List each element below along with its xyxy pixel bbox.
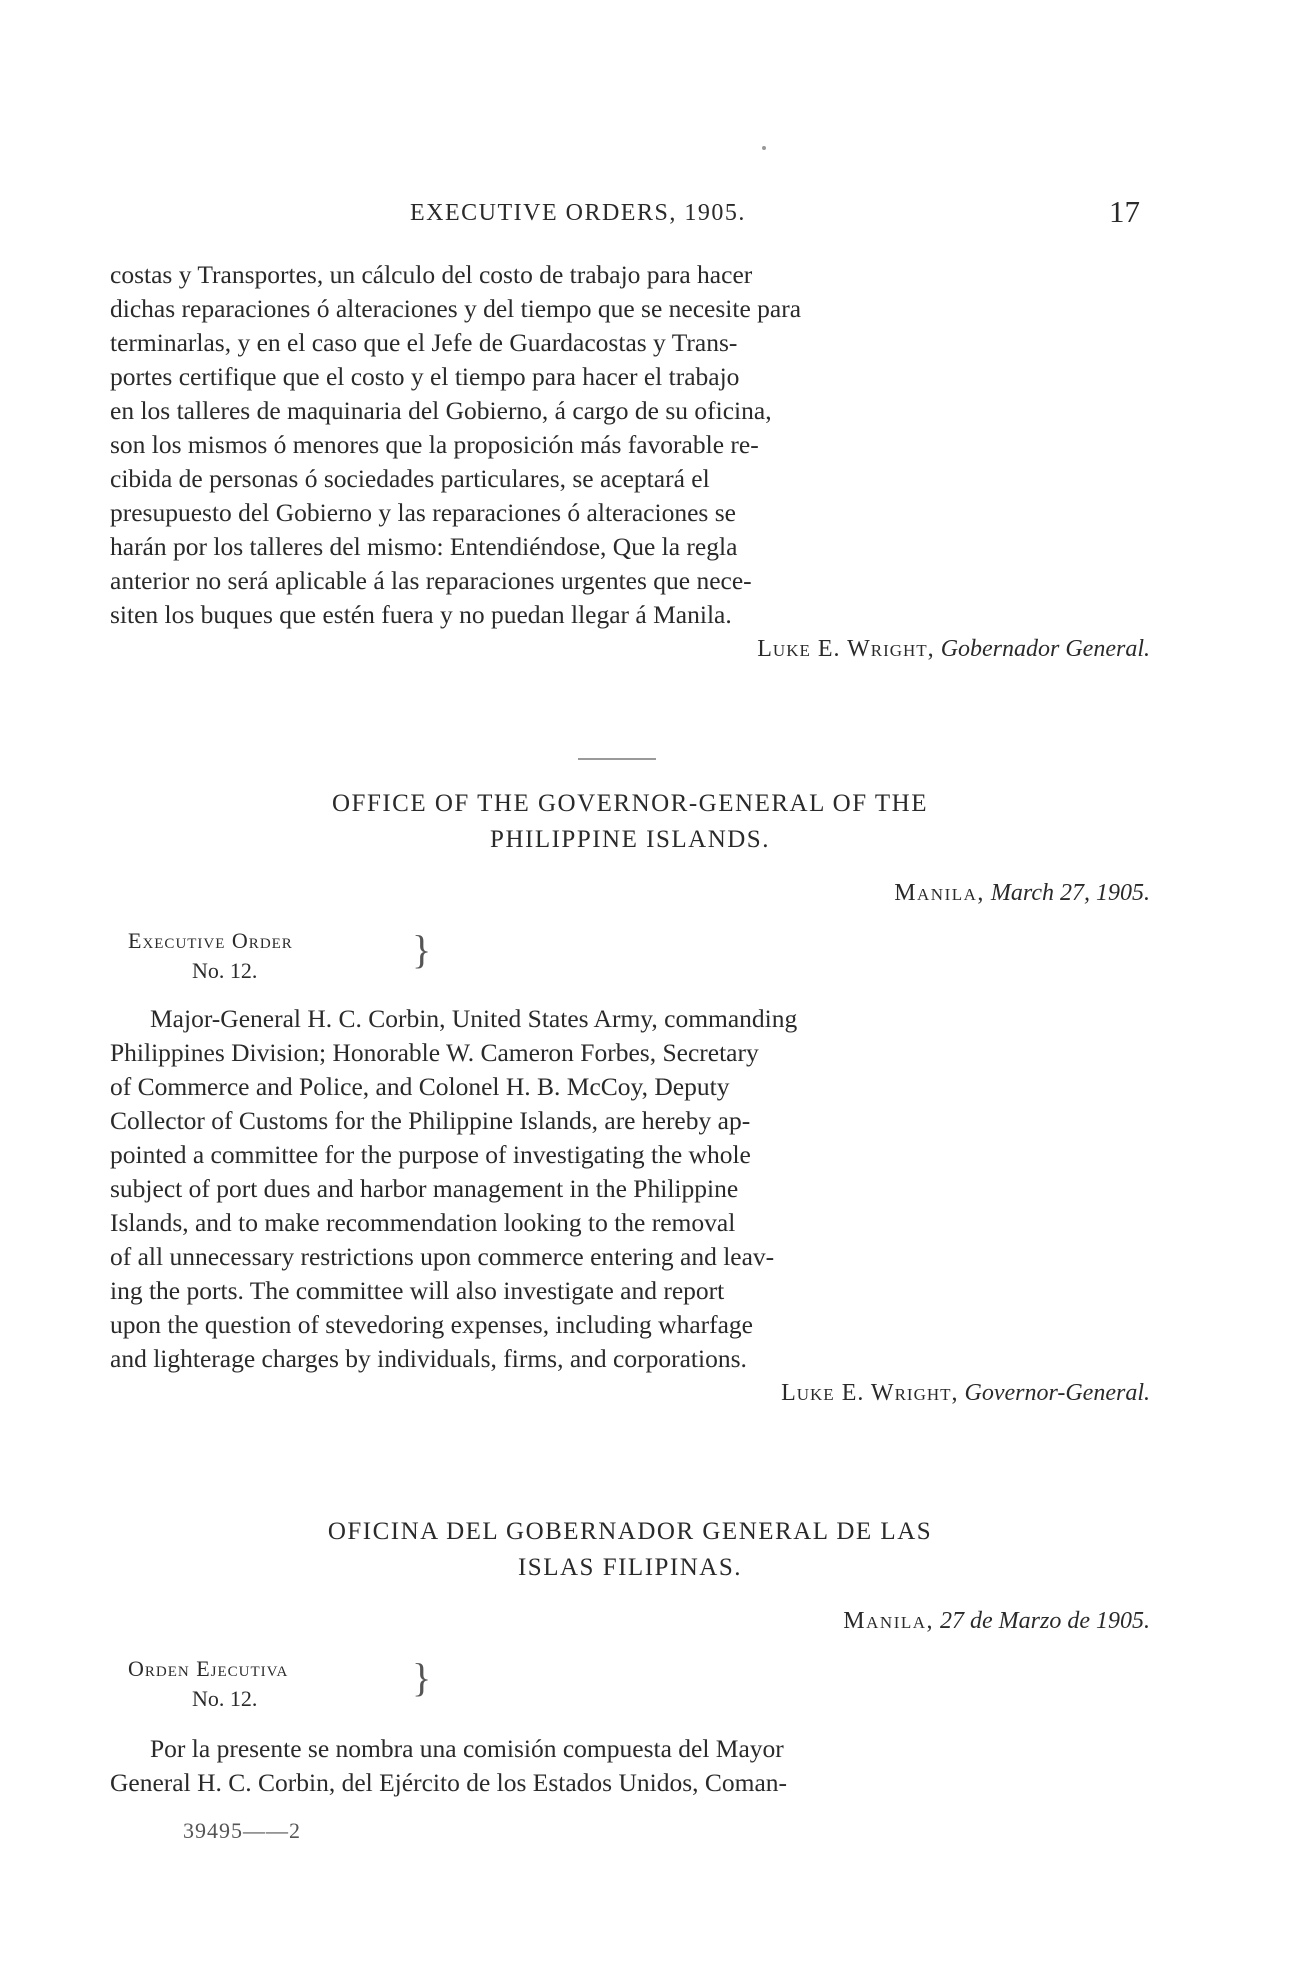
text-line: son los mismos ó menores que la proposición más favorable re- <box>110 430 759 459</box>
page-header <box>110 194 1140 240</box>
heading-line: ISLAS FILIPINAS. <box>517 1554 743 1581</box>
text-line: cibida de personas ó sociedades particulares, se aceptará el <box>110 464 710 493</box>
text-line: subject of port dues and harbor management in the Philippine <box>110 1174 739 1203</box>
place-date-spanish <box>110 1608 1150 1635</box>
order-label-spanish <box>128 1656 288 1712</box>
office-heading-spanish <box>110 1514 1150 1586</box>
order-number: No. 12. <box>192 1686 258 1711</box>
text-line: harán por los talleres del mismo: Entendiéndose, Que la regla <box>110 532 738 561</box>
text-line: Islands, and to make recommendation looking to the removal <box>110 1208 736 1237</box>
text-line: terminarlas, y en el caso que el Jefe de Guardacostas y Trans- <box>110 328 738 357</box>
office-heading-english <box>110 786 1150 858</box>
heading-line: OFFICE OF THE GOVERNOR-GENERAL OF THE <box>331 790 929 817</box>
running-title: EXECUTIVE ORDERS, 1905. <box>410 200 746 226</box>
text-line: General H. C. Corbin, del Ejército de los Estados Unidos, Coman- <box>110 1768 788 1797</box>
text-line: and lighterage charges by individuals, firms, and corporations. <box>110 1344 747 1373</box>
text-line: upon the question of stevedoring expenses, including wharfage <box>110 1310 754 1339</box>
signature <box>110 1380 1150 1407</box>
heading-line: OFICINA DEL GOBERNADOR GENERAL DE LAS <box>327 1518 933 1545</box>
signature-title: Gobernador General. <box>940 636 1150 662</box>
order-number: No. 12. <box>192 958 258 983</box>
text-line: siten los buques que estén fuera y no puedan llegar á Manila. <box>110 600 732 629</box>
text-line: presupuesto del Gobierno y las reparaciones ó alteraciones se <box>110 498 736 527</box>
page-number: 17 <box>1109 194 1140 229</box>
signature-title: Governor-General. <box>964 1380 1150 1406</box>
signature-name: Luke E. Wright, <box>781 1380 959 1406</box>
order-label-title: Executive Order <box>128 928 293 953</box>
place: Manila, <box>843 1608 935 1634</box>
text-line: pointed a committee for the purpose of investigating the whole <box>110 1140 751 1169</box>
brace-mark: } <box>412 1655 432 1700</box>
spanish-continued-paragraph <box>110 258 1150 663</box>
order-label-title: Orden Ejecutiva <box>128 1656 289 1681</box>
signature-name: Luke E. Wright, <box>757 636 935 662</box>
signature <box>110 636 1150 663</box>
print-code: 39495——2 <box>183 1818 301 1843</box>
spanish-order-paragraph <box>110 1732 1150 1800</box>
text-line: of Commerce and Police, and Colonel H. B. McCoy, Deputy <box>110 1072 730 1101</box>
place: Manila, <box>894 880 985 906</box>
order-label-english <box>128 928 293 984</box>
date: March 27, 1905. <box>990 880 1150 906</box>
heading-line: PHILIPPINE ISLANDS. <box>490 826 770 853</box>
text-line: portes certifique que el costo y el tiempo para hacer el trabajo <box>110 362 740 391</box>
text-line: Major-General H. C. Corbin, United States Army, commanding <box>150 1004 798 1033</box>
date: 27 de Marzo de 1905. <box>940 1608 1150 1634</box>
english-order-paragraph <box>110 1002 1150 1407</box>
text-line: Collector of Customs for the Philippine Islands, are hereby ap- <box>110 1106 751 1135</box>
text-line: Por la presente se nombra una comisión compuesta del Mayor <box>150 1734 784 1763</box>
text-line: anterior no será aplicable á las reparaciones urgentes que nece- <box>110 566 752 595</box>
text-line: Philippines Division; Honorable W. Cameron Forbes, Secretary <box>110 1038 759 1067</box>
text-line: of all unnecessary restrictions upon commerce entering and leav- <box>110 1242 775 1271</box>
section-divider <box>578 758 656 760</box>
text-line: dichas reparaciones ó alteraciones y del tiempo que se necesite para <box>110 294 802 323</box>
place-date-english <box>110 880 1150 907</box>
text-line: ing the ports. The committee will also investigate and report <box>110 1276 725 1305</box>
speck-mark <box>762 146 766 150</box>
brace-mark: } <box>412 927 432 972</box>
text-line: en los talleres de maquinaria del Gobierno, á cargo de su oficina, <box>110 396 772 425</box>
text-line: costas y Transportes, un cálculo del costo de trabajo para hacer <box>110 260 753 289</box>
